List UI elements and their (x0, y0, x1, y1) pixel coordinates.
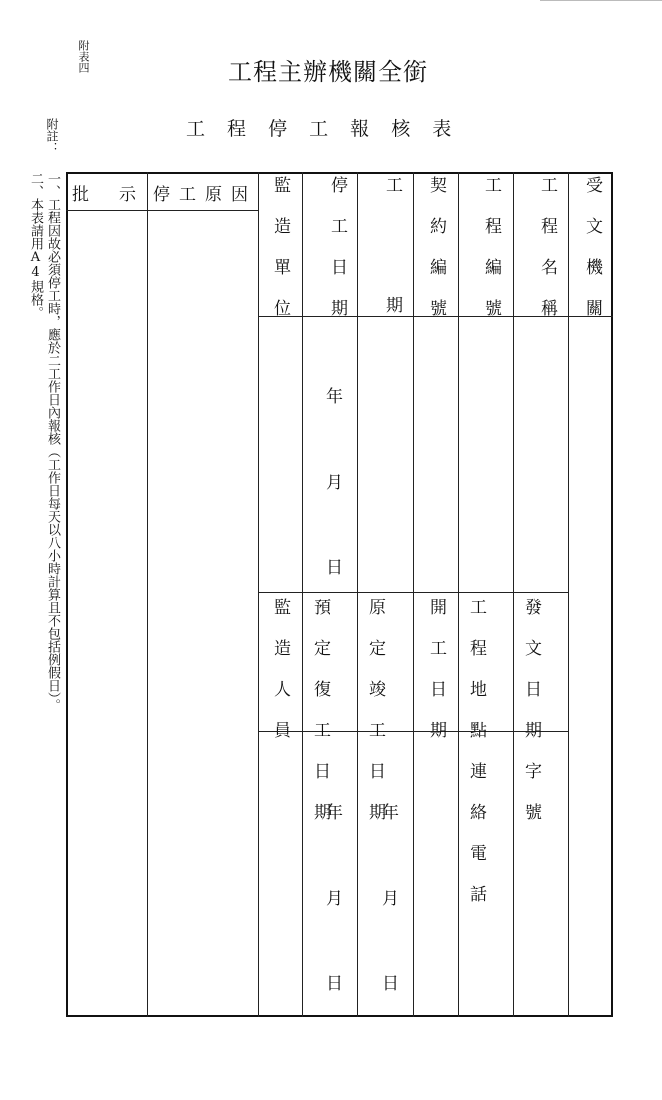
header-start-date: 開工日期 (426, 598, 446, 762)
note-item-2: 二、本表請用A4規格。 (28, 172, 43, 319)
resume-date-day: 日 (326, 974, 343, 994)
row-line (66, 210, 258, 211)
col-line (513, 172, 514, 1017)
resume-date-year: 年 (326, 803, 343, 823)
notes-label: 附註： (45, 118, 59, 154)
stop-date-month: 月 (326, 473, 343, 493)
header-duration: 工期 (382, 176, 402, 416)
col-line (568, 172, 569, 1017)
header-project-location: 工程地點 (466, 598, 486, 762)
header-planned-completion: 原定竣工日期 (365, 598, 385, 844)
col-line (147, 172, 148, 1017)
completion-date-year: 年 (382, 803, 399, 823)
header-supervising-unit: 監造單位 (270, 176, 290, 340)
col-line (302, 172, 303, 1017)
header-stop-reason: 停工原因 (153, 185, 257, 205)
col-line (258, 172, 259, 1017)
header-contact-phone-location (462, 598, 489, 926)
resume-date-month: 月 (326, 889, 343, 909)
form-title: 工 程 停 工 報 核 表 (186, 118, 460, 140)
page-edge-line (540, 0, 662, 1)
header-project-name: 工程名稱 (537, 176, 557, 340)
header-receiving-agency: 受文機關 (582, 176, 602, 340)
header-project-number: 工程編號 (481, 176, 501, 340)
completion-date-day: 日 (382, 974, 399, 994)
col-line (458, 172, 459, 1017)
completion-date-month: 月 (382, 889, 399, 909)
header-contact-phone: 連絡電話 (466, 762, 486, 926)
header-supervisor: 監造人員 (270, 598, 290, 762)
header-doc-date-number: 發文日期字號 (521, 598, 541, 844)
stop-date-day: 日 (326, 558, 343, 578)
header-approval: 批示 (72, 185, 166, 205)
stop-date-year: 年 (326, 387, 343, 407)
agency-title: 工程主辦機關全銜 (228, 58, 428, 86)
header-planned-resume: 預定復工日期 (310, 598, 330, 844)
header-stop-date: 停工日期 (327, 176, 347, 340)
appendix-label: 附表四 (77, 40, 90, 73)
row-line (258, 592, 568, 593)
col-line (357, 172, 358, 1017)
col-line (413, 172, 414, 1017)
note-item-1: 一、工程因故必須停工時，應於二工作日內報核（工作日每天以八小時計算且不包括例假日）。 (45, 172, 60, 712)
header-contract-number: 契約編號 (426, 176, 446, 340)
